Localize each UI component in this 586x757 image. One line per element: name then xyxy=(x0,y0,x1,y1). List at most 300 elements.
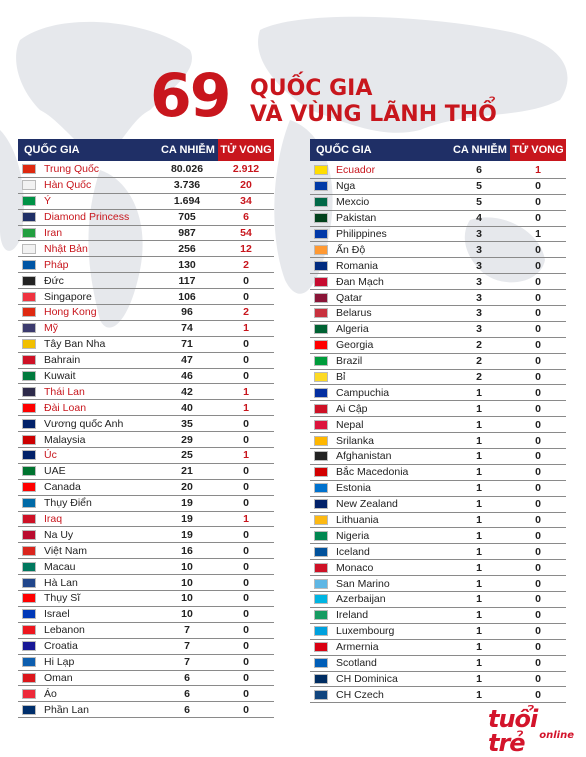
death-count: 0 xyxy=(535,466,541,479)
death-count: 0 xyxy=(535,545,541,558)
header-deaths: TỬ VONG xyxy=(218,139,274,161)
death-count: 0 xyxy=(535,402,541,415)
death-count: 1 xyxy=(243,449,249,462)
country-name: Israel xyxy=(44,608,70,621)
case-count: 1 xyxy=(476,482,482,495)
country-flag-icon xyxy=(314,388,328,398)
death-count: 0 xyxy=(535,355,541,368)
table-row xyxy=(18,369,274,385)
country-flag-icon xyxy=(22,419,36,429)
case-count: 6 xyxy=(184,671,190,684)
case-count: 1.694 xyxy=(173,195,201,208)
case-count: 3 xyxy=(476,275,482,288)
country-name: San Marino xyxy=(336,577,390,590)
country-name: Pháp xyxy=(44,258,69,271)
case-count: 47 xyxy=(181,354,193,367)
table-row xyxy=(310,433,566,449)
table-row xyxy=(310,242,566,258)
table-row xyxy=(310,179,566,195)
death-count: 0 xyxy=(243,481,249,494)
table-row xyxy=(310,560,566,576)
death-count: 1 xyxy=(243,322,249,335)
death-count: 0 xyxy=(535,609,541,622)
country-flag-icon xyxy=(22,641,36,651)
table-row xyxy=(18,400,274,416)
case-count: 1 xyxy=(476,593,482,606)
table-row xyxy=(310,401,566,417)
country-flag-icon xyxy=(314,197,328,207)
death-count: 0 xyxy=(243,465,249,478)
table-row xyxy=(18,702,274,718)
case-count: 256 xyxy=(178,242,196,255)
country-flag-icon xyxy=(22,244,36,254)
table-row xyxy=(310,576,566,592)
death-count: 0 xyxy=(535,641,541,654)
table-row xyxy=(18,559,274,575)
country-flag-icon xyxy=(314,515,328,525)
title-line-1: QUỐC GIA xyxy=(250,76,373,101)
table-row xyxy=(310,306,566,322)
table-row xyxy=(18,671,274,687)
death-count: 0 xyxy=(243,687,249,700)
country-name: Hi Lạp xyxy=(44,656,75,669)
table-row xyxy=(310,290,566,306)
death-count: 0 xyxy=(535,593,541,606)
death-count: 1 xyxy=(535,164,541,177)
country-flag-icon xyxy=(22,276,36,286)
case-count: 3 xyxy=(476,323,482,336)
country-name: Ý xyxy=(44,195,52,208)
header-deaths: TỬ VONG xyxy=(510,139,566,161)
death-count: 0 xyxy=(535,561,541,574)
table-row xyxy=(18,384,274,400)
country-name: Đài Loan xyxy=(44,401,87,414)
country-name: Áo xyxy=(44,687,57,700)
country-flag-icon xyxy=(314,579,328,589)
case-count: 42 xyxy=(181,385,193,398)
country-name: Romania xyxy=(336,259,379,272)
country-name: Lebanon xyxy=(44,624,85,637)
country-name: Úc xyxy=(44,449,57,462)
country-flag-icon xyxy=(22,705,36,715)
death-count: 6 xyxy=(243,211,249,224)
death-count: 0 xyxy=(243,290,249,303)
case-count: 80.026 xyxy=(170,163,204,176)
death-count: 2.912 xyxy=(232,163,260,176)
table-row xyxy=(310,449,566,465)
case-count: 1 xyxy=(476,466,482,479)
country-flag-icon xyxy=(314,340,328,350)
death-count: 0 xyxy=(243,608,249,621)
table-row xyxy=(310,640,566,656)
country-flag-icon xyxy=(314,229,328,239)
country-name: Monaco xyxy=(336,561,374,574)
left-table-body xyxy=(18,161,274,718)
table-row xyxy=(310,608,566,624)
case-count: 4 xyxy=(476,212,482,225)
country-flag-icon xyxy=(22,689,36,699)
table-row xyxy=(18,527,274,543)
table-row xyxy=(310,385,566,401)
case-count: 705 xyxy=(178,211,196,224)
country-flag-icon xyxy=(22,387,36,397)
case-count: 2 xyxy=(476,355,482,368)
country-flag-icon xyxy=(22,514,36,524)
table-row xyxy=(18,289,274,305)
death-count: 0 xyxy=(535,386,541,399)
death-count: 0 xyxy=(243,497,249,510)
tuoi-tre-logo xyxy=(488,705,580,757)
country-flag-icon xyxy=(22,292,36,302)
death-count: 0 xyxy=(535,529,541,542)
case-count: 3 xyxy=(476,307,482,320)
table-row xyxy=(18,226,274,242)
case-count: 3 xyxy=(476,291,482,304)
header-cases: CA NHIỄM xyxy=(160,144,215,156)
case-count: 46 xyxy=(181,370,193,383)
death-count: 0 xyxy=(535,196,541,209)
country-name: Hà Lan xyxy=(44,576,78,589)
death-count: 0 xyxy=(535,625,541,638)
death-count: 0 xyxy=(243,433,249,446)
right-table-header xyxy=(310,139,566,161)
case-count: 10 xyxy=(181,576,193,589)
country-name: Ấn Độ xyxy=(336,243,366,256)
country-name: Thụy Sĩ xyxy=(44,592,81,605)
death-count: 1 xyxy=(243,401,249,414)
country-name: Macau xyxy=(44,560,76,573)
country-flag-icon xyxy=(314,483,328,493)
table-row xyxy=(18,337,274,353)
country-name: Estonia xyxy=(336,482,372,495)
case-count: 19 xyxy=(181,497,193,510)
table-row xyxy=(18,639,274,655)
header-country: QUỐC GIA xyxy=(24,144,80,156)
table-row xyxy=(18,655,274,671)
country-name: Trung Quốc xyxy=(44,163,100,176)
table-row xyxy=(18,257,274,273)
country-flag-icon xyxy=(314,324,328,334)
table-row xyxy=(310,544,566,560)
death-count: 0 xyxy=(535,450,541,463)
country-name: Thái Lan xyxy=(44,385,85,398)
table-row xyxy=(18,543,274,559)
country-name: CH Dominica xyxy=(336,672,398,685)
case-count: 16 xyxy=(181,544,193,557)
country-flag-icon xyxy=(314,610,328,620)
country-name: Oman xyxy=(44,671,73,684)
table-row xyxy=(310,258,566,274)
country-flag-icon xyxy=(314,404,328,414)
case-count: 7 xyxy=(184,624,190,637)
table-row xyxy=(310,163,566,179)
death-count: 0 xyxy=(243,576,249,589)
death-count: 0 xyxy=(535,482,541,495)
country-flag-icon xyxy=(22,435,36,445)
table-row xyxy=(310,656,566,672)
death-count: 1 xyxy=(243,385,249,398)
country-flag-icon xyxy=(22,307,36,317)
table-row xyxy=(18,241,274,257)
country-name: Scotland xyxy=(336,657,377,670)
case-count: 40 xyxy=(181,401,193,414)
case-count: 1 xyxy=(476,561,482,574)
country-flag-icon xyxy=(314,499,328,509)
table-row xyxy=(18,416,274,432)
country-flag-icon xyxy=(22,530,36,540)
table-row xyxy=(310,338,566,354)
case-count: 106 xyxy=(178,290,196,303)
country-flag-icon xyxy=(314,277,328,287)
country-name: Ai Cập xyxy=(336,402,368,415)
country-flag-icon xyxy=(22,371,36,381)
country-name: Na Uy xyxy=(44,528,74,541)
table-row xyxy=(18,194,274,210)
country-name: Algeria xyxy=(336,323,369,336)
country-flag-icon xyxy=(314,372,328,382)
case-count: 2 xyxy=(476,371,482,384)
case-count: 1 xyxy=(476,498,482,511)
case-count: 3 xyxy=(476,243,482,256)
country-name: Bỉ xyxy=(336,371,346,384)
country-flag-icon xyxy=(314,690,328,700)
case-count: 25 xyxy=(181,449,193,462)
country-name: Phần Lan xyxy=(44,703,89,716)
country-flag-icon xyxy=(314,293,328,303)
country-name: Azerbaijan xyxy=(336,593,386,606)
table-row xyxy=(18,162,274,178)
death-count: 0 xyxy=(535,323,541,336)
country-flag-icon xyxy=(22,673,36,683)
case-count: 10 xyxy=(181,592,193,605)
table-row xyxy=(310,481,566,497)
case-count: 1 xyxy=(476,657,482,670)
case-count: 1 xyxy=(476,641,482,654)
country-name: Afghanistan xyxy=(336,450,392,463)
country-name: Iraq xyxy=(44,513,63,526)
death-count: 0 xyxy=(535,514,541,527)
country-name: Belarus xyxy=(336,307,372,320)
country-flag-icon xyxy=(314,674,328,684)
logo-main-text: tuổi trẻ xyxy=(488,705,538,757)
country-flag-icon xyxy=(314,261,328,271)
death-count: 0 xyxy=(243,592,249,605)
country-flag-icon xyxy=(314,594,328,604)
header-cases: CA NHIỄM xyxy=(452,144,507,156)
country-name: Canada xyxy=(44,481,81,494)
country-flag-icon xyxy=(314,308,328,318)
case-count: 6 xyxy=(184,703,190,716)
table-row xyxy=(18,305,274,321)
case-count: 1 xyxy=(476,545,482,558)
country-flag-icon xyxy=(22,164,36,174)
case-count: 74 xyxy=(181,322,193,335)
header-country: QUỐC GIA xyxy=(316,144,372,156)
country-flag-icon xyxy=(314,467,328,477)
death-count: 0 xyxy=(535,180,541,193)
country-name: New Zealand xyxy=(336,498,398,511)
country-flag-icon xyxy=(314,642,328,652)
death-count: 20 xyxy=(240,179,252,192)
case-count: 1 xyxy=(476,577,482,590)
death-count: 0 xyxy=(535,212,541,225)
country-name: Thụy Điển xyxy=(44,497,92,510)
case-count: 2 xyxy=(476,339,482,352)
table-row xyxy=(18,607,274,623)
table-row xyxy=(18,686,274,702)
death-count: 34 xyxy=(240,195,252,208)
table-row xyxy=(18,623,274,639)
country-flag-icon xyxy=(314,531,328,541)
country-flag-icon xyxy=(22,562,36,572)
country-flag-icon xyxy=(314,626,328,636)
table-row xyxy=(310,227,566,243)
death-count: 0 xyxy=(243,274,249,287)
case-count: 3 xyxy=(476,228,482,240)
case-count: 35 xyxy=(181,417,193,430)
country-name: Pakistan xyxy=(336,212,377,225)
table-row xyxy=(18,432,274,448)
table-row xyxy=(310,354,566,370)
country-name: Bắc Macedonia xyxy=(336,466,409,479)
country-name: Malaysia xyxy=(44,433,86,446)
country-name: Luxembourg xyxy=(336,625,395,638)
country-name: Iran xyxy=(44,227,63,239)
table-row xyxy=(310,687,566,703)
case-count: 6 xyxy=(184,687,190,700)
country-flag-icon xyxy=(22,323,36,333)
table-row xyxy=(310,497,566,513)
table-row xyxy=(18,480,274,496)
death-count: 0 xyxy=(535,672,541,685)
country-name: Singapore xyxy=(44,290,92,303)
death-count: 0 xyxy=(535,498,541,511)
case-count: 1 xyxy=(476,514,482,527)
table-row xyxy=(18,448,274,464)
case-count: 7 xyxy=(184,640,190,653)
death-count: 12 xyxy=(240,242,252,255)
country-name: Philippines xyxy=(336,228,387,240)
country-name: Qatar xyxy=(336,291,363,304)
country-name: Nhật Bản xyxy=(44,242,88,255)
case-count: 6 xyxy=(476,164,482,177)
country-name: Ecuador xyxy=(336,164,376,177)
death-count: 0 xyxy=(243,528,249,541)
case-count: 3 xyxy=(476,259,482,272)
country-flag-icon xyxy=(22,498,36,508)
death-count: 0 xyxy=(243,656,249,669)
death-count: 1 xyxy=(535,228,541,240)
country-flag-icon xyxy=(22,339,36,349)
left-table-header xyxy=(18,139,274,161)
case-count: 96 xyxy=(181,306,193,319)
country-name: Mỹ xyxy=(44,322,58,335)
country-name: Mexcio xyxy=(336,196,370,209)
country-flag-icon xyxy=(22,593,36,603)
country-flag-icon xyxy=(22,482,36,492)
case-count: 5 xyxy=(476,180,482,193)
death-count: 1 xyxy=(243,513,249,526)
country-flag-icon xyxy=(22,196,36,206)
death-count: 0 xyxy=(243,624,249,637)
title-line-2: VÀ VÙNG LÃNH THỔ xyxy=(250,102,497,127)
right-table xyxy=(310,139,566,703)
logo-sub-text: online xyxy=(539,730,574,741)
death-count: 0 xyxy=(243,544,249,557)
country-flag-icon xyxy=(314,213,328,223)
case-count: 1 xyxy=(476,672,482,685)
country-flag-icon xyxy=(22,609,36,619)
country-name: Srilanka xyxy=(336,434,374,447)
case-count: 1 xyxy=(476,609,482,622)
death-count: 0 xyxy=(535,418,541,431)
table-row xyxy=(310,370,566,386)
country-name: Nepal xyxy=(336,418,364,431)
case-count: 3.736 xyxy=(173,179,201,192)
case-count: 10 xyxy=(181,608,193,621)
table-row xyxy=(310,465,566,481)
death-count: 0 xyxy=(535,259,541,272)
case-count: 7 xyxy=(184,656,190,669)
death-count: 0 xyxy=(243,354,249,367)
table-row xyxy=(310,513,566,529)
country-name: Vương quốc Anh xyxy=(44,417,124,430)
case-count: 1 xyxy=(476,529,482,542)
country-flag-icon xyxy=(314,356,328,366)
death-count: 2 xyxy=(243,258,249,271)
country-name: Nigeria xyxy=(336,529,370,542)
table-row xyxy=(18,178,274,194)
country-flag-icon xyxy=(22,578,36,588)
country-name: Hong Kong xyxy=(44,306,97,319)
country-name: Nga xyxy=(336,180,356,193)
death-count: 0 xyxy=(535,688,541,701)
case-count: 29 xyxy=(181,433,193,446)
country-flag-icon xyxy=(22,657,36,667)
death-count: 0 xyxy=(535,577,541,590)
country-name: Diamond Princess xyxy=(44,211,130,224)
country-name: UAE xyxy=(44,465,66,478)
country-name: Croatia xyxy=(44,640,78,653)
death-count: 0 xyxy=(535,371,541,384)
case-count: 1 xyxy=(476,688,482,701)
country-flag-icon xyxy=(22,546,36,556)
country-flag-icon xyxy=(314,451,328,461)
country-name: Việt Nam xyxy=(44,544,87,557)
case-count: 19 xyxy=(181,528,193,541)
case-count: 19 xyxy=(181,513,193,526)
case-count: 1 xyxy=(476,434,482,447)
death-count: 0 xyxy=(243,671,249,684)
death-count: 0 xyxy=(243,640,249,653)
country-name: Lithuania xyxy=(336,514,379,527)
table-row xyxy=(18,464,274,480)
country-name: Campuchia xyxy=(336,386,390,399)
case-count: 10 xyxy=(181,560,193,573)
country-name: Ireland xyxy=(336,609,369,622)
death-count: 0 xyxy=(535,657,541,670)
table-row xyxy=(18,273,274,289)
country-name: Georgia xyxy=(336,339,374,352)
country-flag-icon xyxy=(22,403,36,413)
country-name: CH Czech xyxy=(336,688,384,701)
death-count: 0 xyxy=(535,275,541,288)
case-count: 1 xyxy=(476,625,482,638)
country-flag-icon xyxy=(22,450,36,460)
table-row xyxy=(18,353,274,369)
case-count: 130 xyxy=(178,258,196,271)
table-row xyxy=(310,528,566,544)
